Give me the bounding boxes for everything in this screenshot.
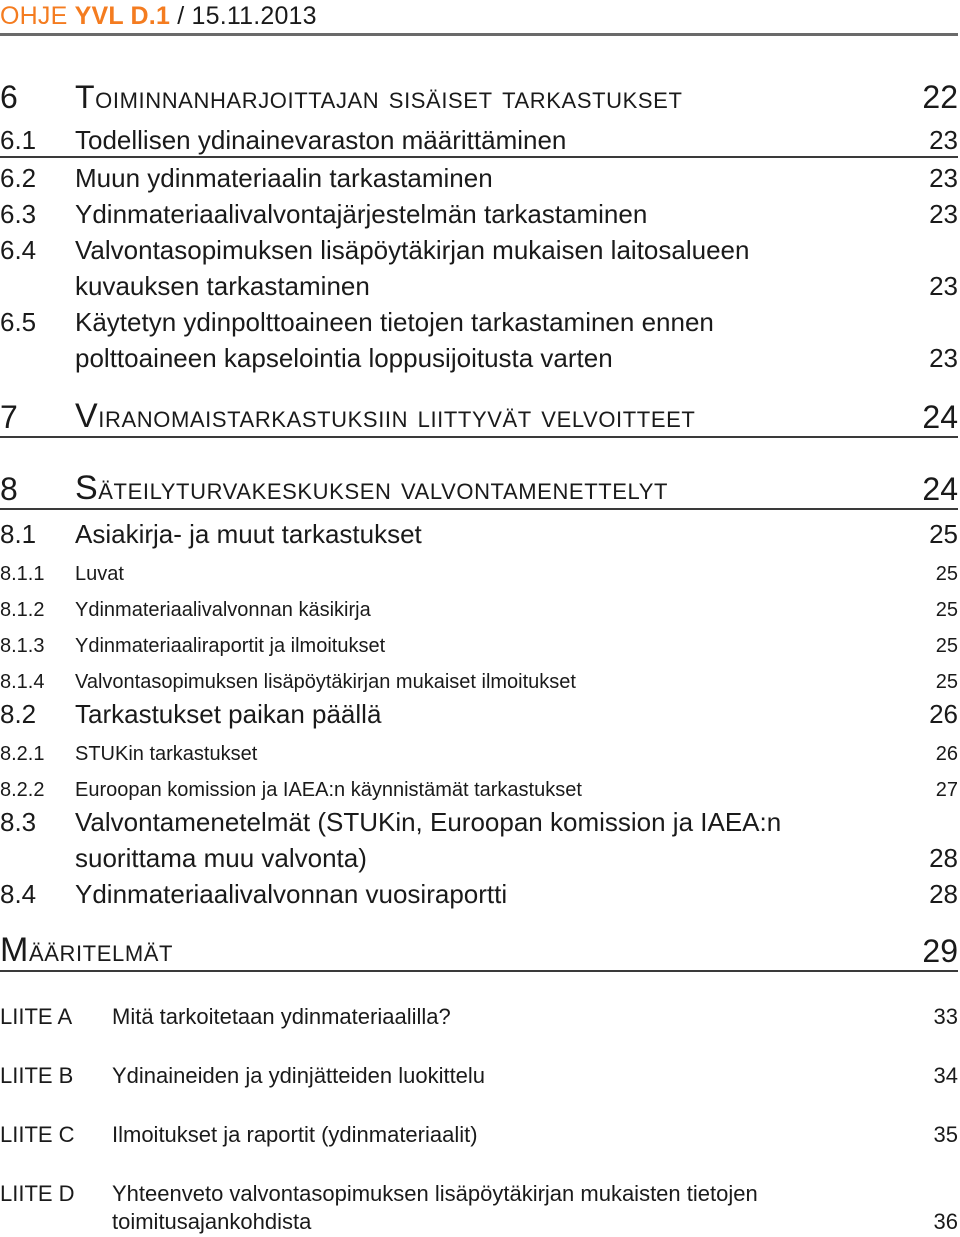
toc-chapter-7[interactable] <box>0 394 958 438</box>
toc-section-8-2[interactable] <box>0 696 958 730</box>
toc-title-rest: ääritelmät <box>28 932 174 968</box>
toc-number: 8.1.4 <box>0 671 45 693</box>
toc-page-number: 23 <box>929 271 958 301</box>
header-rule <box>0 33 958 36</box>
toc-title: Ilmoitukset ja raportit (ydinmateriaalit) <box>112 1122 478 1147</box>
toc-title: Ydinmateriaaliraportit ja ilmoitukset <box>75 635 386 657</box>
header-guide-code: YVL D.1 <box>74 2 171 30</box>
toc-number: 6.2 <box>0 163 37 193</box>
toc-title: Toiminnanharjoittajan sisäiset tarkastukset <box>75 79 683 115</box>
toc-chapter-8[interactable] <box>0 466 958 510</box>
toc-title: Tarkastukset paikan päällä <box>75 699 382 729</box>
toc-title <box>0 931 173 970</box>
toc-number: 8.1 <box>0 519 37 549</box>
toc-definitions[interactable] <box>0 928 958 972</box>
toc-subsection-8-1-2[interactable] <box>0 592 958 622</box>
toc-number: 8 <box>0 471 18 507</box>
toc-title: STUKin tarkastukset <box>75 743 258 765</box>
toc-section-8-4[interactable] <box>0 876 958 910</box>
toc-page-number: 34 <box>933 1063 958 1088</box>
header-separator: / <box>170 2 192 30</box>
toc-number: 8.1.3 <box>0 635 45 657</box>
toc-title: Ydinaineiden ja ydinjätteiden luokittelu <box>112 1063 486 1088</box>
toc-title-line2: suorittama muu valvonta) <box>75 843 367 873</box>
toc-title-line2: toimitusajankohdista <box>112 1209 312 1234</box>
toc-section-6-5-cont[interactable] <box>0 340 958 374</box>
toc-number: 6.1 <box>0 125 37 155</box>
toc-page-number: 23 <box>929 343 958 373</box>
toc-page-number: 24 <box>922 399 958 435</box>
toc-subsection-8-2-2[interactable] <box>0 772 958 802</box>
toc-section-6-3[interactable] <box>0 196 958 230</box>
toc-section-6-4-cont[interactable] <box>0 268 958 302</box>
toc-title: Luvat <box>75 563 124 585</box>
appendix-label: LIITE C <box>0 1122 75 1147</box>
toc-page-number: 23 <box>929 125 958 155</box>
header-date: 15.11.2013 <box>191 2 317 30</box>
toc-title: Ydinmateriaalivalvonnan käsikirja <box>75 599 371 621</box>
toc-section-8-3[interactable] <box>0 804 958 838</box>
toc-title-rest: äteilyturvakeskuksen valvontamenettelyt <box>98 470 669 506</box>
toc-subsection-8-1-1[interactable] <box>0 556 958 586</box>
toc-number: 8.2 <box>0 699 37 729</box>
toc-subsection-8-1-3[interactable] <box>0 628 958 658</box>
toc-number: 8.1.1 <box>0 563 45 585</box>
toc-number: 6.4 <box>0 235 37 265</box>
toc-page-number: 36 <box>933 1209 958 1234</box>
toc-section-6-1[interactable] <box>0 118 958 158</box>
toc-title: Muun ydinmateriaalin tarkastaminen <box>75 163 493 193</box>
toc-section-6-5[interactable] <box>0 304 958 338</box>
toc-title: Valvontasopimuksen lisäpöytäkirjan mukaiset ilmoitukset <box>75 671 576 693</box>
toc-number: 8.2.2 <box>0 779 45 801</box>
toc-section-8-1[interactable] <box>0 514 958 550</box>
toc-page-number: 26 <box>935 743 958 765</box>
toc-section-8-3-cont[interactable] <box>0 840 958 874</box>
toc-subsection-8-1-4[interactable] <box>0 664 958 694</box>
toc-page-number: 25 <box>935 599 958 621</box>
toc-title: Ydinmateriaalivalvontajärjestelmän tarkastaminen <box>75 199 648 229</box>
toc-appendix-c[interactable] <box>0 1116 958 1148</box>
toc-page-number: 29 <box>922 933 958 969</box>
toc-title: Ydinmateriaalivalvonnan vuosiraportti <box>75 879 508 909</box>
appendix-label: LIITE D <box>0 1181 75 1206</box>
toc-title-initial: S <box>75 469 99 507</box>
document-header <box>0 2 317 31</box>
toc-title-line1: Valvontasopimuksen lisäpöytäkirjan mukaisen laitosalueen <box>75 235 750 265</box>
header-guide-label: OHJE <box>0 2 68 30</box>
toc-title-line1: Käytetyn ydinpolttoaineen tietojen tarkastaminen ennen <box>75 307 714 337</box>
toc-title-line2: kuvauksen tarkastaminen <box>75 271 370 301</box>
toc-title: Mitä tarkoitetaan ydinmateriaalilla? <box>112 1004 451 1029</box>
toc-number: 6.5 <box>0 307 37 337</box>
toc-subsection-8-2-1[interactable] <box>0 736 958 766</box>
toc-page-number: 22 <box>922 79 958 115</box>
toc-title-initial: M <box>0 931 29 969</box>
toc-number: 6 <box>0 79 18 115</box>
appendix-label: LIITE B <box>0 1063 74 1088</box>
toc-title: Asiakirja- ja muut tarkastukset <box>75 519 422 549</box>
toc-page-number: 25 <box>935 671 958 693</box>
toc-page-number: 35 <box>933 1122 958 1147</box>
toc-number: 8.2.1 <box>0 743 45 765</box>
toc-title-line1: Valvontamenetelmät (STUKin, Euroopan komission ja IAEA:n <box>75 807 782 837</box>
toc-page-number: 28 <box>929 843 958 873</box>
toc-appendix-d[interactable] <box>0 1175 958 1207</box>
toc-number: 8.4 <box>0 879 37 909</box>
toc-page-number: 25 <box>935 563 958 585</box>
toc-appendix-d-cont[interactable] <box>0 1205 958 1235</box>
toc-number: 8.3 <box>0 807 37 837</box>
toc-title <box>75 397 695 436</box>
toc-number: 7 <box>0 399 18 435</box>
appendix-label: LIITE A <box>0 1004 73 1029</box>
toc-page-number: 26 <box>929 699 958 729</box>
toc-page-number: 28 <box>929 879 958 909</box>
toc-title-initial: V <box>75 397 99 435</box>
toc-title-line1: Yhteenveto valvontasopimuksen lisäpöytäkirjan mukaisten tietojen <box>112 1181 758 1206</box>
toc-title: Todellisen ydinainevaraston määrittäminen <box>75 125 567 155</box>
toc-chapter-6[interactable] <box>0 74 958 116</box>
toc-page-number: 23 <box>929 199 958 229</box>
toc-page-number: 25 <box>929 519 958 549</box>
toc-number: 6.3 <box>0 199 37 229</box>
toc-page-number: 24 <box>922 471 958 507</box>
toc-title-line2: polttoaineen kapselointia loppusijoitusta varten <box>75 343 613 373</box>
toc-page-number: 27 <box>935 779 958 801</box>
toc-page-number: 23 <box>929 163 958 193</box>
toc-title <box>75 469 668 508</box>
toc-page-number: 25 <box>935 635 958 657</box>
toc-page-number: 33 <box>933 1004 958 1029</box>
toc-section-6-2[interactable] <box>0 160 958 194</box>
toc-title: Euroopan komission ja IAEA:n käynnistämät tarkastukset <box>75 779 582 801</box>
toc-number: 8.1.2 <box>0 599 45 621</box>
toc-title-rest: iranomaistarkastuksiin liittyvät velvoitteet <box>98 398 696 434</box>
toc-section-6-4[interactable] <box>0 232 958 266</box>
toc-appendix-b[interactable] <box>0 1057 958 1089</box>
toc-appendix-a[interactable] <box>0 998 958 1030</box>
